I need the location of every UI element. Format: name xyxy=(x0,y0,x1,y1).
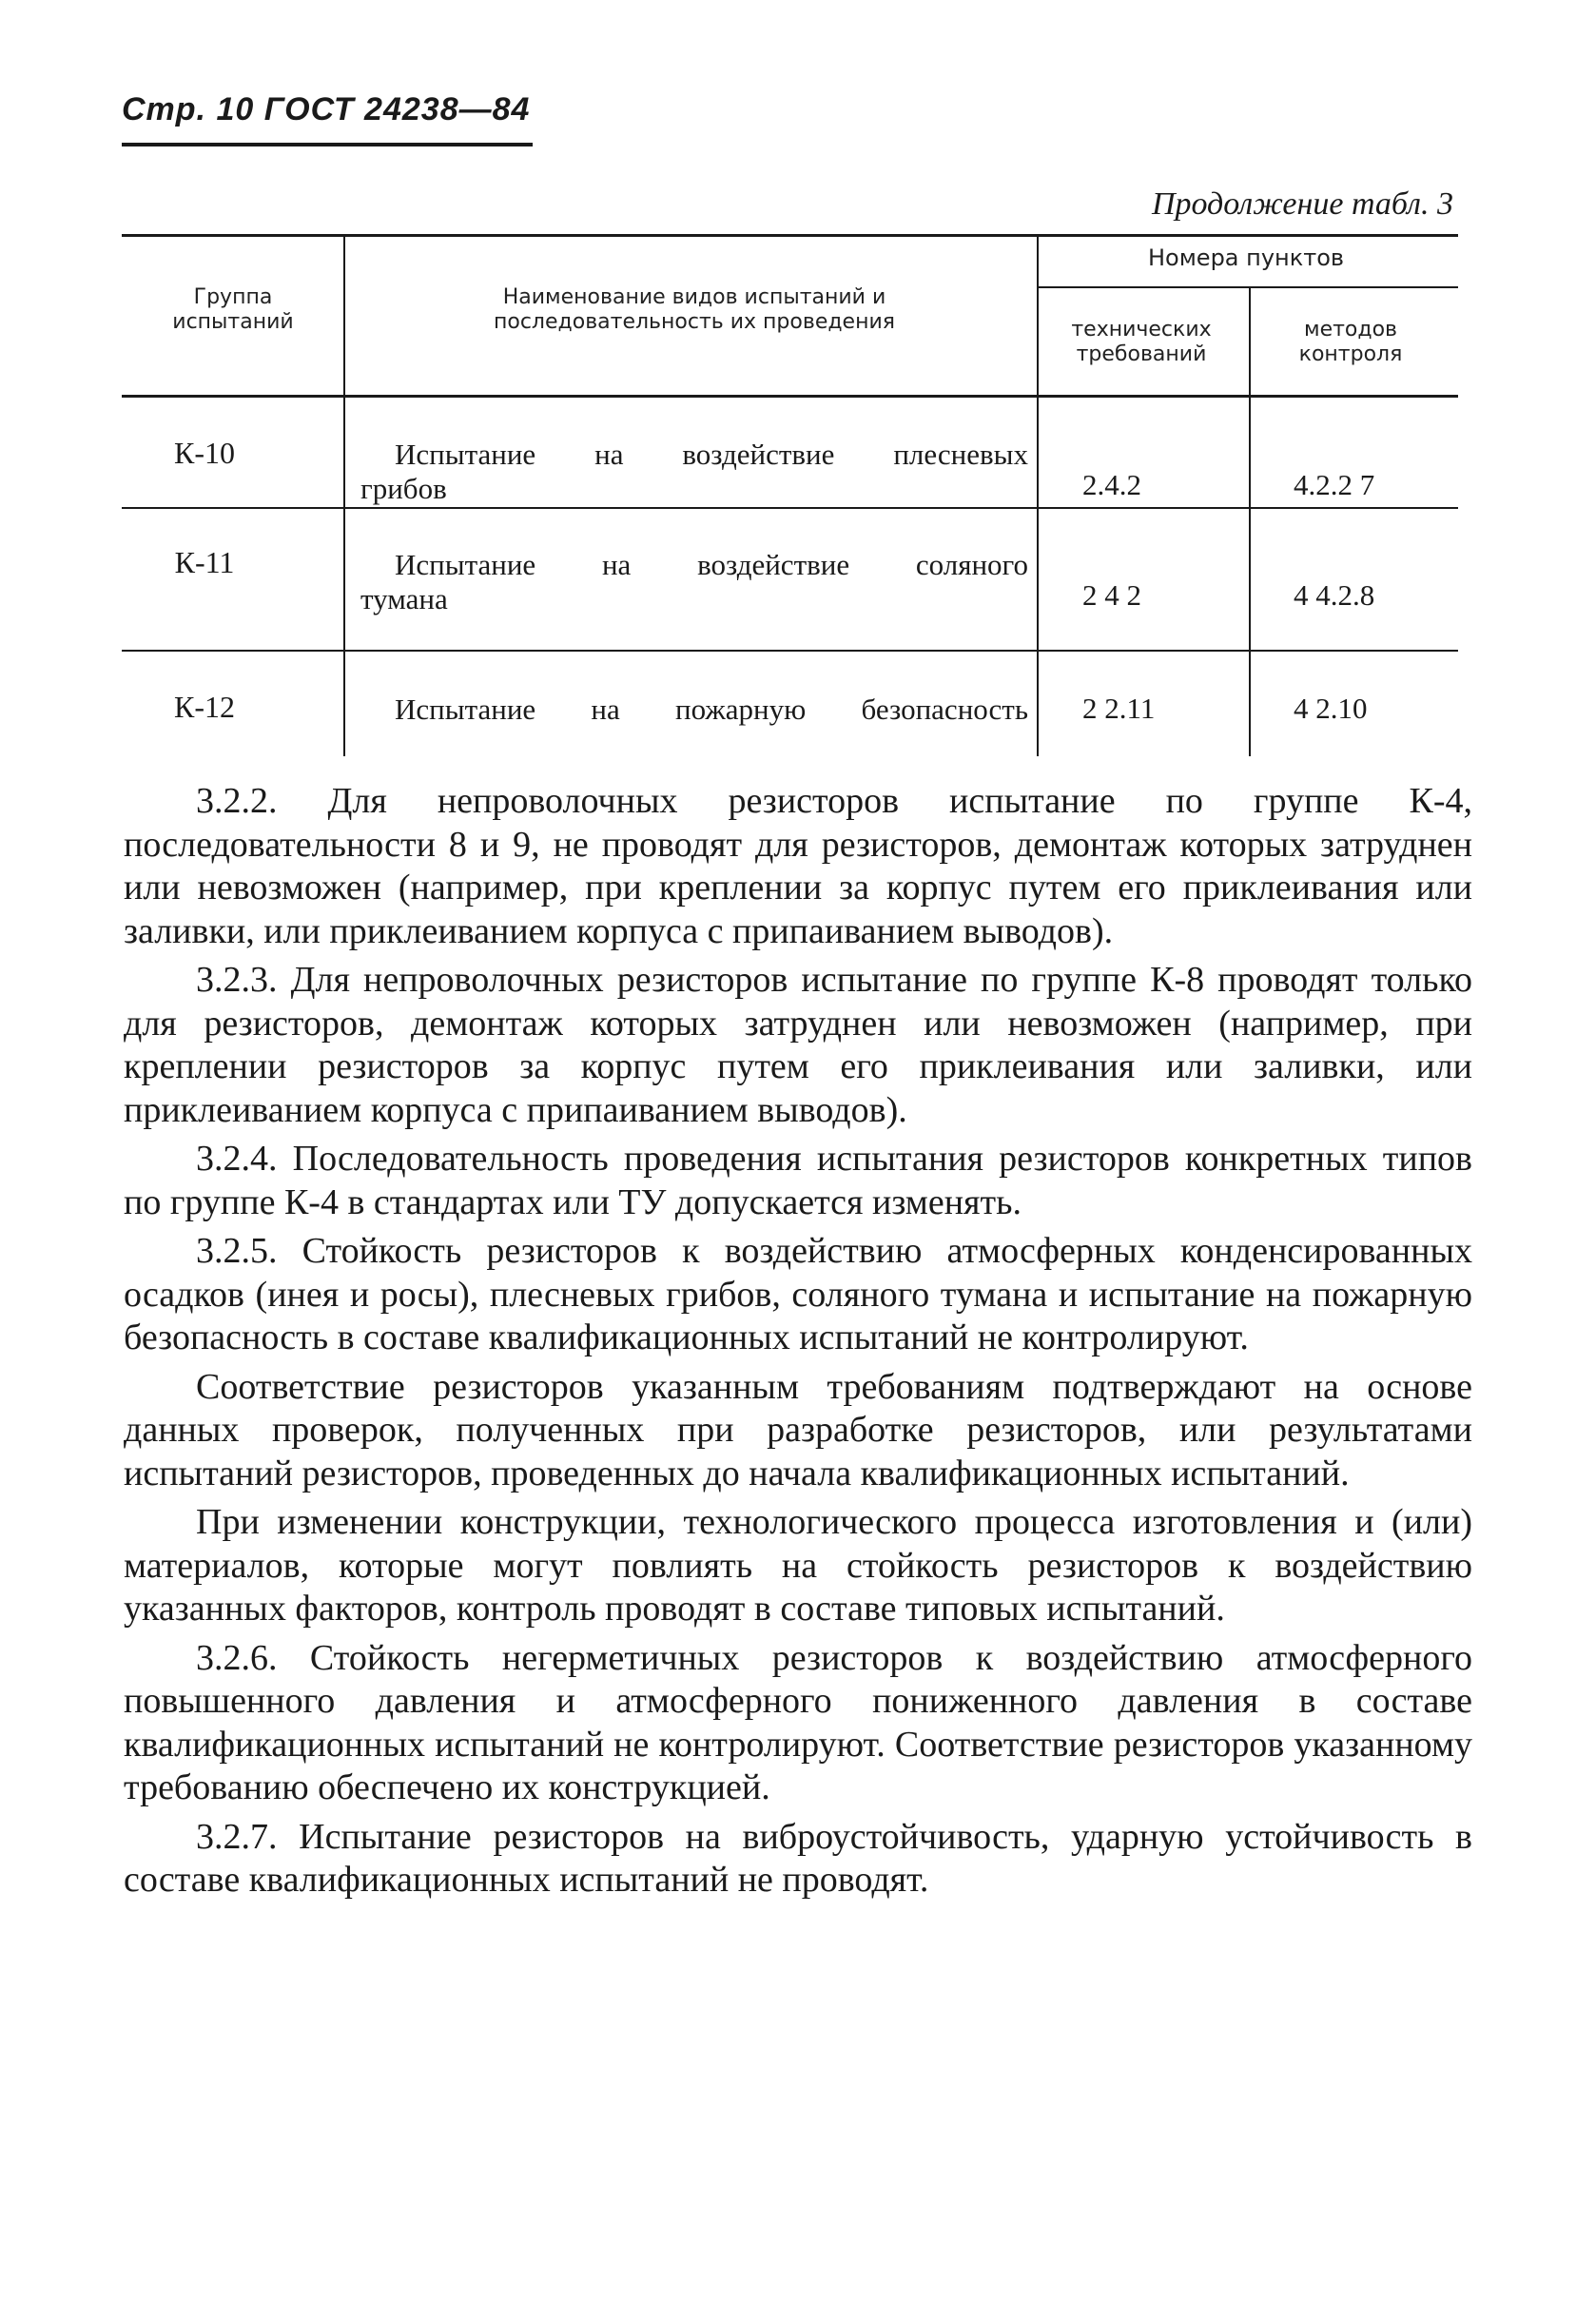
body-text xyxy=(124,780,1472,1908)
col-divider xyxy=(1037,236,1039,756)
paragraph-3-2-2: 3.2.2. Для непроволочных резисторов испытание по группе К-4, последовательности 8 и 9, не проводят для резисторов, демонтаж которых затруднен или невозможен (например, при креплении за корпус путем его приклеивания или заливки, или приклеиванием корпуса с припаиванием выводов). xyxy=(124,781,1472,951)
paragraph-3-2-5: 3.2.5. Стойкость резисторов к воздействию атмосферных конденсированных осадков (инея и росы), плесневых грибов, соляного тумана и испытание на пожарную безопасность в составе квалификационных испытаний не контролируют. xyxy=(124,1231,1472,1357)
header-test-name: Наименование видов испытаний и последовательность их проведения xyxy=(493,285,896,334)
header-clauses: Номера пунктов xyxy=(1147,244,1345,271)
row-divider xyxy=(122,507,1458,509)
paragraph-3-2-3: 3.2.3. Для непроволочных резисторов испытание по группе К-8 проводят только для резисторов, демонтаж которых затруднен или невозможен (например, при креплении резисторов за корпус путем его приклеивания или заливки, или приклеиванием корпуса с припаиванием выводов). xyxy=(124,960,1472,1130)
row-control-method: 4 2.10 xyxy=(1294,692,1368,725)
header-rule xyxy=(122,143,533,146)
page-header: Стр. 10 ГОСТ 24238—84 xyxy=(122,91,531,127)
col-divider xyxy=(1249,287,1251,756)
row-test-name: Испытание на пожарную безопасность xyxy=(395,693,1028,726)
row-control-method: 4 4.2.8 xyxy=(1294,578,1375,612)
paragraph-compliance: Соответствие резисторов указанным требованиям подтверждают на основе данных проверок, полученных при разработке резисторов, или результатами испытаний резисторов, проведенных до начала квалификационных испытаний. xyxy=(124,1366,1472,1493)
row-group-code: К-10 xyxy=(174,436,235,470)
row-test-name-cont: тумана xyxy=(360,582,448,615)
paragraph-design-change: При изменении конструкции, технологического процесса изготовления и (или) материалов, которые могут повлиять на стойкость резисторов к воздействию указанных факторов, контроль проводят в составе типовых испытаний. xyxy=(124,1502,1472,1629)
row-divider xyxy=(122,650,1458,652)
col-divider xyxy=(343,236,345,756)
paragraph-3-2-6: 3.2.6. Стойкость негерметичных резисторов к воздействию атмосферного повышенного давления и атмосферного пониженного давления в составе квалификационных испытаний не контролируют. Соответствие резисторов указанному требованию обеспечено их конструкцией. xyxy=(124,1637,1472,1807)
row-test-name: Испытание на воздействие соляного xyxy=(395,548,1028,581)
table-caption: Продолжение табл. 3 xyxy=(1151,186,1453,222)
header-control-methods: методов контроля xyxy=(1298,318,1403,366)
row-tech-req: 2 2.11 xyxy=(1082,692,1156,725)
paragraph-3-2-4: 3.2.4. Последовательность проведения испытания резисторов конкретных типов по группе К-4 в стандартах или ТУ допускается изменять. xyxy=(124,1139,1472,1222)
row-control-method: 4.2.2 7 xyxy=(1294,468,1375,501)
row-group-code: К-11 xyxy=(174,545,235,579)
header-tech-requirements: технических требований xyxy=(1071,318,1212,366)
header-group: Группа испытаний xyxy=(172,285,294,334)
table-top-rule xyxy=(122,234,1458,237)
row-test-name-cont: грибов xyxy=(360,472,447,505)
row-tech-req: 2 4 2 xyxy=(1082,578,1141,612)
row-group-code: К-12 xyxy=(174,690,235,724)
row-test-name: Испытание на воздействие плесневых xyxy=(395,438,1028,471)
row-tech-req: 2.4.2 xyxy=(1082,468,1141,501)
paragraph-3-2-7: 3.2.7. Испытание резисторов на виброустойчивость, ударную устойчивость в составе квалификационных испытаний не проводят. xyxy=(124,1816,1472,1900)
table-header-rule xyxy=(122,395,1458,398)
